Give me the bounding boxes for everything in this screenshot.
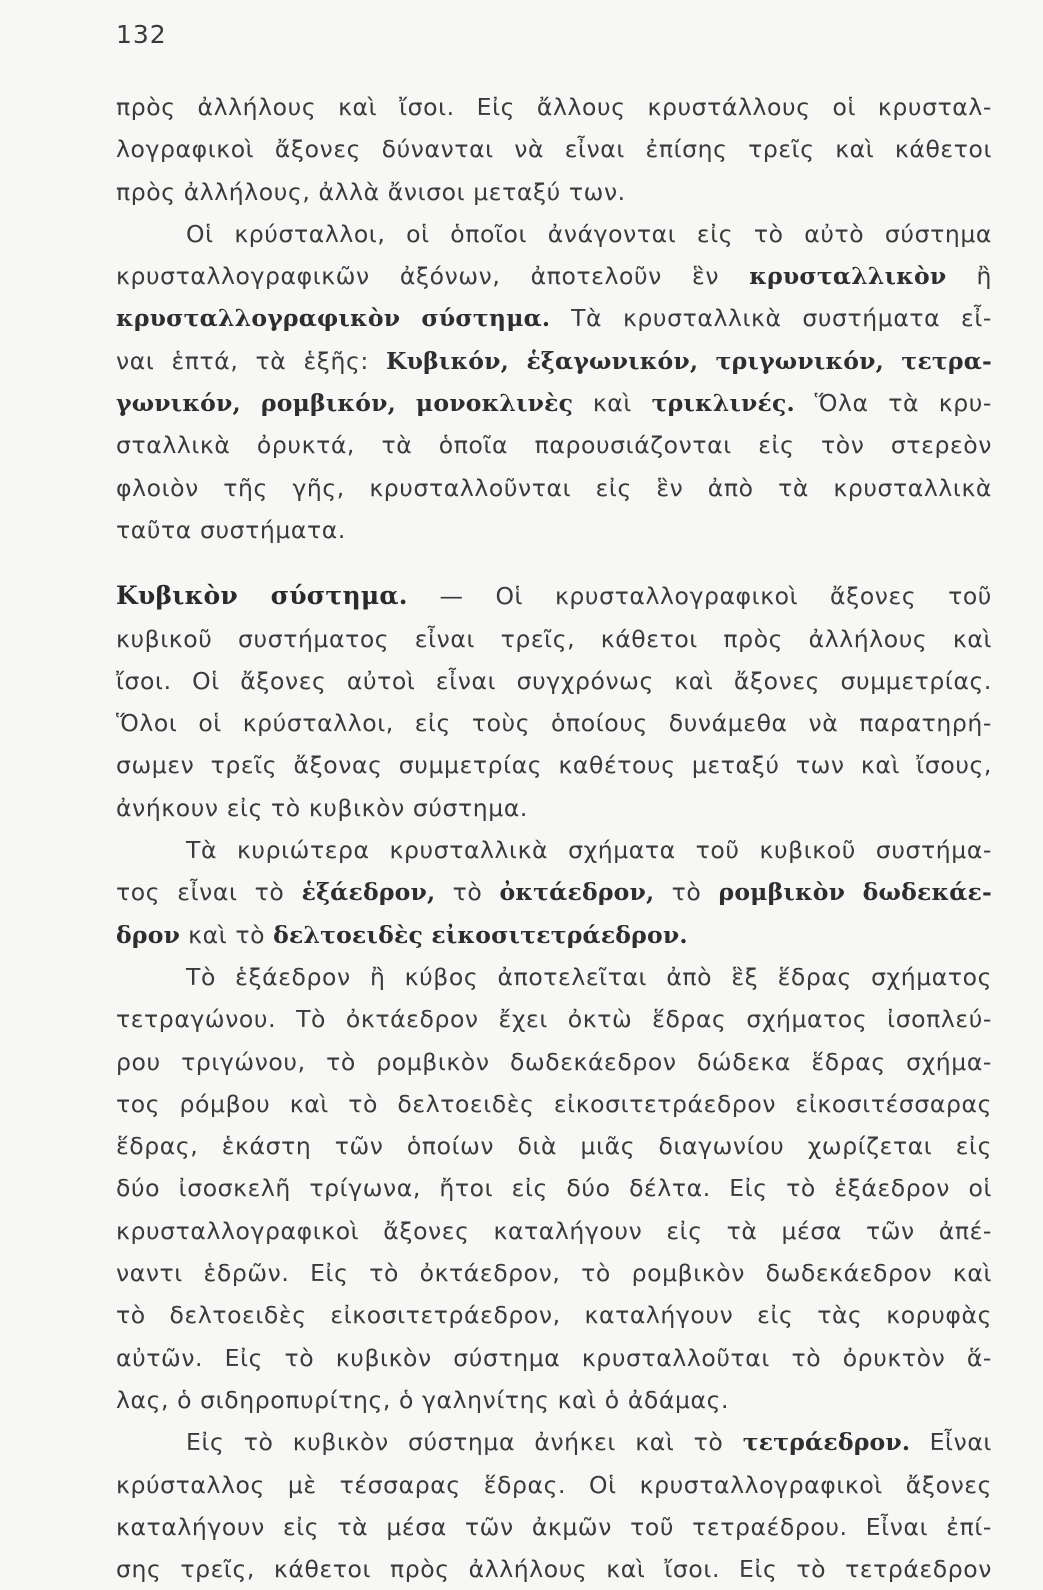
text-line [116,509,992,551]
text-line [116,1464,992,1506]
text-segment: κρυσταλλογραφικῶν ἀξόνων, ἀποτελοῦν ἓν [116,262,750,291]
text-line [116,871,992,913]
bold-term: ὀκτάεδρον, [499,878,655,907]
text-segment: τὸ δελτοειδὲς εἰκοσιτετράεδρον, καταλήγουν εἰς τὰς κορυφὰς [116,1301,992,1330]
text-line [116,1294,992,1336]
text-segment: λας, ὁ σιδηροπυρίτης, ὁ γαληνίτης καὶ ὁ ἀδάμας. [116,1385,730,1414]
text-line [116,255,992,297]
text-segment: Τὰ κρυσταλλικὰ συστήματα εἶ- [550,304,992,333]
text-segment: αὐτῶν. Εἰς τὸ κυβικὸν σύστημα κρυσταλλοῦται τὸ ὀρυκτὸν ἅ- [116,1343,992,1372]
text-line [116,1506,992,1548]
text-line [116,744,992,786]
text-line [116,1379,992,1421]
text-segment: — Οἱ κρυσταλλογραφικοὶ ἄξονες τοῦ [407,582,992,611]
text-line [116,1167,992,1209]
text-segment: ναντι ἑδρῶν. Εἰς τὸ ὀκτάεδρον, τὸ ρομβικὸν δωδεκάεδρον καὶ [116,1259,992,1288]
text-segment: καὶ τὸ [180,920,274,949]
text-segment: σης τρεῖς, κάθετοι πρὸς ἀλλήλους καὶ ἴσοι. Εἰς τὸ τετράεδρον [116,1555,992,1584]
text-line [116,467,992,509]
text-segment: κρυσταλλογραφικοὶ ἄξονες καταλήγουν εἰς τὰ μέσα τῶν ἀπέ- [116,1216,992,1245]
text-segment: Εἶναι [910,1428,992,1457]
text-line [116,297,992,339]
text-line [116,660,992,702]
text-segment: κυβικοῦ συστήματος εἶναι τρεῖς, κάθετοι πρὸς ἀλλήλους καὶ [116,624,992,653]
text-segment: τος εἶναι τὸ [116,878,302,907]
text-segment: Τὸ ἑξάεδρον ἢ κύβος ἀποτελεῖται ἀπὸ ἓξ ἕδρας σχήματος [186,962,992,991]
text-line [116,998,992,1040]
text-segment: ταῦτα συστήματα. [116,515,346,544]
bold-term: ἑξάεδρον, [301,878,436,907]
text-line [116,575,992,617]
text-segment: ἴσοι. Οἱ ἄξονες αὐτοὶ εἶναι συγχρόνως καὶ ἄξονες συμμετρίας. [116,666,992,695]
text-segment: καὶ [573,389,652,418]
text-segment: ναι ἑπτά, τὰ ἑξῆς: [116,346,386,375]
text-segment: πρὸς ἀλλήλους, ἀλλὰ ἄνισοι μεταξύ των. [116,177,626,206]
bold-term: τετράεδρον. [742,1428,911,1457]
text-line [116,787,992,829]
bold-term: κρυσταλλικὸν [749,262,947,291]
text-segment: δύο ἰσοσκελῆ τρίγωνα, ἤτοι εἰς δύο δέλτα. Εἰς τὸ ἑξάεδρον οἱ [116,1174,992,1203]
text-segment: φλοιὸν τῆς γῆς, κρυσταλλοῦνται εἰς ἓν ἀπὸ τὰ κρυσταλλικὰ [116,473,992,502]
text-line [116,1041,992,1083]
page-number: 132 [116,20,167,49]
text-segment: ἢ [946,262,992,291]
text-line [116,618,992,660]
text-line [116,340,992,382]
text-line [116,1252,992,1294]
text-segment: ἀνήκουν εἰς τὸ κυβικὸν σύστημα. [116,793,529,822]
text-line [116,86,992,128]
text-segment: Ὅλα τὰ κρυ- [794,389,992,418]
text-segment: Οἱ κρύσταλλοι, οἱ ὁποῖοι ἀνάγονται εἰς τὸ αὐτὸ σύστημα [186,219,992,248]
text-segment: τὸ [654,878,719,907]
text-line [116,1125,992,1167]
bold-term: κρυσταλλογραφικὸν σύστημα. [116,304,551,333]
text-segment: καταλήγουν εἰς τὰ μέσα τῶν ἀκμῶν τοῦ τετραέδρου. Εἶναι ἐπί- [116,1512,992,1541]
body-text [116,86,992,1590]
text-line [116,128,992,170]
text-line [116,914,992,956]
text-line [116,829,992,871]
section-heading: Κυβικὸν σύστημα. [116,581,408,611]
bold-term: ρομβικὸν δωδεκάε- [718,878,992,907]
text-line [116,702,992,744]
text-line [116,1210,992,1252]
text-segment: τετραγώνου. Τὸ ὀκτάεδρον ἔχει ὀκτὼ ἕδρας σχήματος ἰσοπλεύ- [116,1005,992,1034]
bold-term: γωνικόν, ρομβικόν, μονοκλινὲς [116,389,574,418]
text-segment: Εἰς τὸ κυβικὸν σύστημα ἀνήκει καὶ τὸ [186,1428,743,1457]
text-segment: τος ρόμβου καὶ τὸ δελτοειδὲς εἰκοσιτετράεδρον εἰκοσιτέσσαρας [116,1089,992,1118]
text-line [116,1083,992,1125]
text-segment: κρύσταλλος μὲ τέσσαρας ἕδρας. Οἱ κρυσταλλογραφικοὶ ἄξονες [116,1470,992,1499]
text-segment: ρου τριγώνου, τὸ ρομβικὸν δωδεκάεδρον δώδεκα ἕδρας σχήμα- [116,1047,992,1076]
text-segment: Τὰ κυριώτερα κρυσταλλικὰ σχήματα τοῦ κυβικοῦ συστήμα- [186,836,992,865]
text-line [116,1337,992,1379]
text-line [116,171,992,213]
text-line [116,1421,992,1463]
bold-term: τρικλινές. [651,389,795,418]
bold-term: δρον [116,920,181,949]
text-line [116,424,992,466]
text-segment: Ὅλοι οἱ κρύσταλλοι, εἰς τοὺς ὁποίους δυνάμεθα νὰ παρατηρή- [116,709,992,738]
text-segment: πρὸς ἀλλήλους καὶ ἴσοι. Εἰς ἄλλους κρυστάλλους οἱ κρυσταλ- [116,93,992,121]
text-segment: λογραφικοὶ ἄξονες δύνανται νὰ εἶναι ἐπίσης τρεῖς καὶ κάθετοι [116,135,992,164]
text-segment: τὸ [435,878,500,907]
text-line [116,956,992,998]
text-line [116,382,992,424]
text-segment: σταλλικὰ ὀρυκτά, τὰ ὁποῖα παρουσιάζονται εἰς τὸν στερεὸν [116,431,992,460]
text-line [116,1548,992,1590]
text-segment: ἕδρας, ἑκάστη τῶν ὁποίων διὰ μιᾶς διαγωνίου χωρίζεται εἰς [116,1132,992,1161]
text-line [116,213,992,255]
text-segment: σωμεν τρεῖς ἄξονας συμμετρίας καθέτους μεταξύ των καὶ ἴσους, [116,751,992,780]
bold-term: Κυβικόν, ἑξαγωνικόν, τριγωνικόν, τετρα- [385,346,993,375]
bold-term: δελτοειδὲς εἰκοσιτετράεδρον. [273,920,688,949]
